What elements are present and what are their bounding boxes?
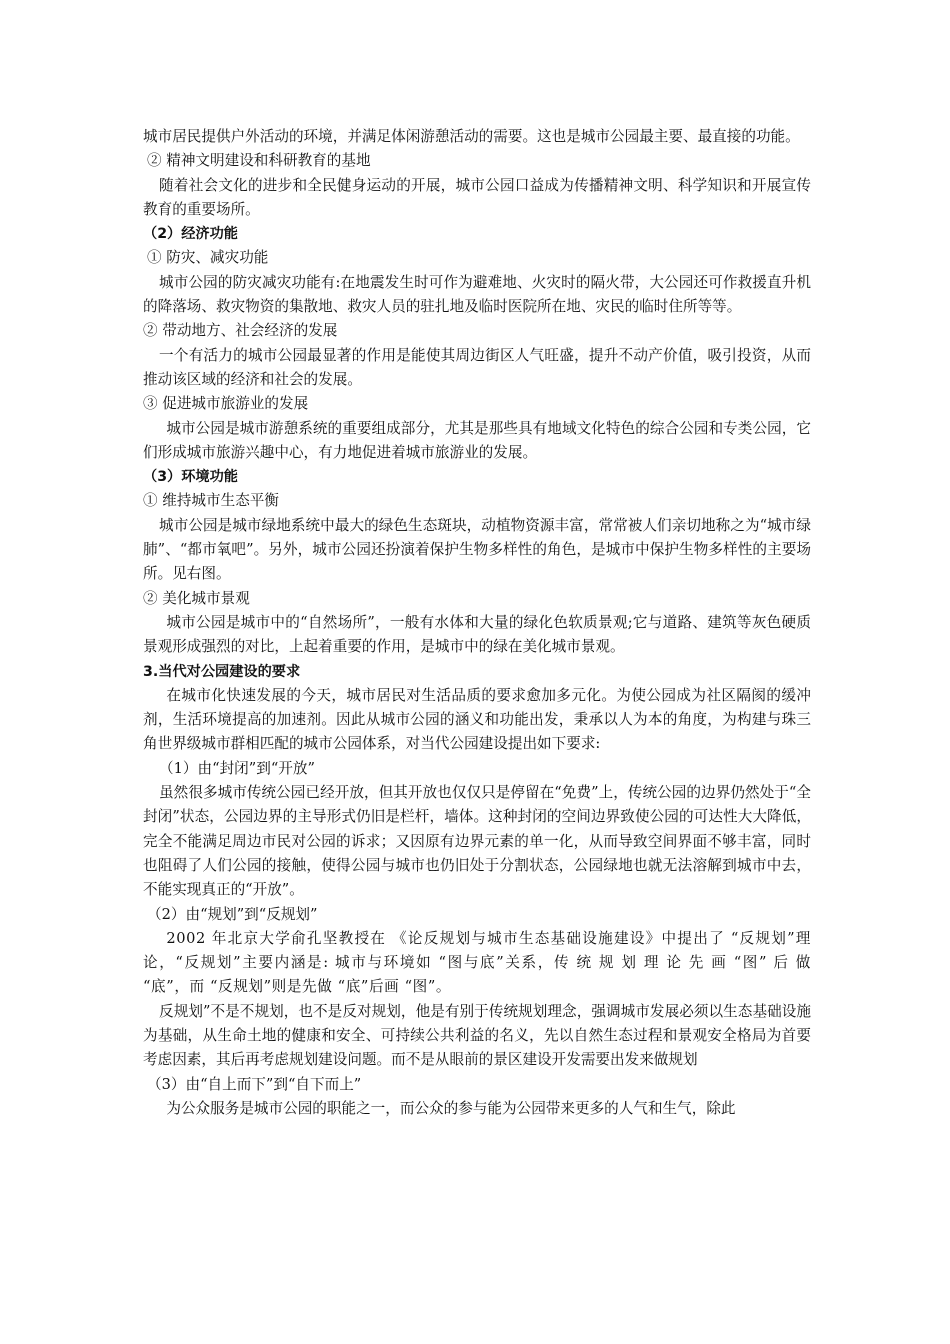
paragraph-disaster-prevention: 城市公园的防灾减灾功能有:在地震发生时可作为避难地、火灾时的隔火带，大公园还可作救援直升机的降落场、救灾物资的集散地、救灾人员的驻扎地及临时医院所在地、灾民的临时住所等等。 <box>143 273 811 316</box>
subheading-planning-to-anti-planning: （2）由“规划”到“反规划” <box>147 905 318 923</box>
paragraph-recreation-function: 城市居民提供户外活动的环境，并满足体闲游憩活动的需要。这也是城市公园最主要、最直接的功能。 <box>143 128 800 145</box>
paragraph-anti-planning-theory: 2002 年北京大学俞孔坚教授在 《论反规划与城市生态基础设施建设》中提出了 “反规划”理论，“反规划”主要内涵是: 城市与环境如 “图与底”关系，传 统 规 划 理 论 先 画 “图” 后 做 “底”，而 “反规划”则是先做 “底”后画 “图”。 <box>143 929 811 996</box>
paragraph-spiritual-civilization: 随着社会文化的进步和全民健身运动的开展，城市公园口益成为传播精神文明、科学知识和开展宣传教育的重要场所。 <box>143 176 811 218</box>
subheading-local-economy: ② 带动地方、社会经济的发展 <box>143 322 338 340</box>
paragraph-city-landscape: 城市公园是城市中的“自然场所”，一般有水体和大量的绿化色软质景观;它与道路、建筑等灰色硬质景观形成强烈的对比，上起着重要的作用，是城市中的绿在美化城市景观。 <box>143 613 811 656</box>
subheading-ecological-balance: ① 维持城市生态平衡 <box>143 492 279 510</box>
paragraph-closed-to-open: 虽然很多城市传统公园已经开放，但其开放也仅仅只是停留在“免费”上，传统公园的边界仍然处于“全封闭”状态，公园边界的主导形式仍旧是栏杆，墙体。这种封闭的空间边界致使公园的可达性大大降低，完全不能满足周边市民对公园的诉求；又因原有边界元素的单一化，从而导致空间界面不够丰富，同时也阻碍了人们公园的接触，使得公园与城市也仍旧处于分割状态，公园绿地也就无法溶解到城市中去，不能实现真正的“开放”。 <box>143 784 811 899</box>
subheading-city-landscape: ② 美化城市景观 <box>143 589 250 607</box>
paragraph-anti-planning-explanation: 反规划”不是不规划，也不是反对规划，他是有别于传统规划理念，强调城市发展必须以生态基础设施为基础，从生命土地的健康和安全、可持续公共利益的名义，先以自然生态过程和景观安全格局为首要考虑因素，其后再考虑规划建设问题。而不是从眼前的景区建设开发需要出发来做规划 <box>143 1002 811 1069</box>
subheading-top-down-to-bottom-up: （3）由“自上而下”到“自下而上” <box>147 1075 362 1093</box>
section-heading-contemporary-requirements: 3.当代对公园建设的要求 <box>143 663 301 680</box>
document-page <box>143 125 811 1121</box>
section-heading-environment-function: （3）环境功能 <box>143 469 238 486</box>
paragraph-tourism: 城市公园是城市游憩系统的重要组成部分，尤其是那些具有地域文化特色的综合公园和专类公园，它们形成城市旅游兴趣中心，有力地促进着城市旅游业的发展。 <box>143 419 811 461</box>
paragraph-local-economy: 一个有活力的城市公园最显著的作用是能使其周边街区人气旺盛，提升不动产价值，吸引投资，从而推动该区域的经济和社会的发展。 <box>143 346 811 388</box>
subheading-spiritual-civilization: ② 精神文明建设和科研教育的基地 <box>147 152 371 170</box>
paragraph-public-participation: 为公众服务是城市公园的职能之一，而公众的参与能为公园带来更多的人气和生气，除此 <box>166 1099 736 1117</box>
paragraph-ecological-balance: 城市公园是城市绿地系统中最大的绿色生态斑块，动植物资源丰富，常常被人们亲切地称之为“城市绿肺”、“都市氧吧”。另外，城市公园还扮演着保护生物多样性的角色，是城市中保护生物多样性的主要场所。见右图。 <box>143 516 811 583</box>
paragraph-contemporary-requirements: 在城市化快速发展的今天，城市居民对生活品质的要求愈加多元化。为使公园成为社区隔阂的缓冲剂，生活环境提高的加速剂。因此从城市公园的涵义和功能出发，秉承以人为本的角度，为构建与珠三角世界级城市群相匹配的城市公园体系，对当代公园建设提出如下要求: <box>143 686 811 753</box>
subheading-tourism: ③ 促进城市旅游业的发展 <box>143 395 309 413</box>
subheading-closed-to-open: （1）由“封闭”到“开放” <box>159 759 315 777</box>
section-heading-economic-function: （2）经济功能 <box>143 226 238 243</box>
subheading-disaster-prevention: ① 防灾、减灾功能 <box>147 249 269 267</box>
